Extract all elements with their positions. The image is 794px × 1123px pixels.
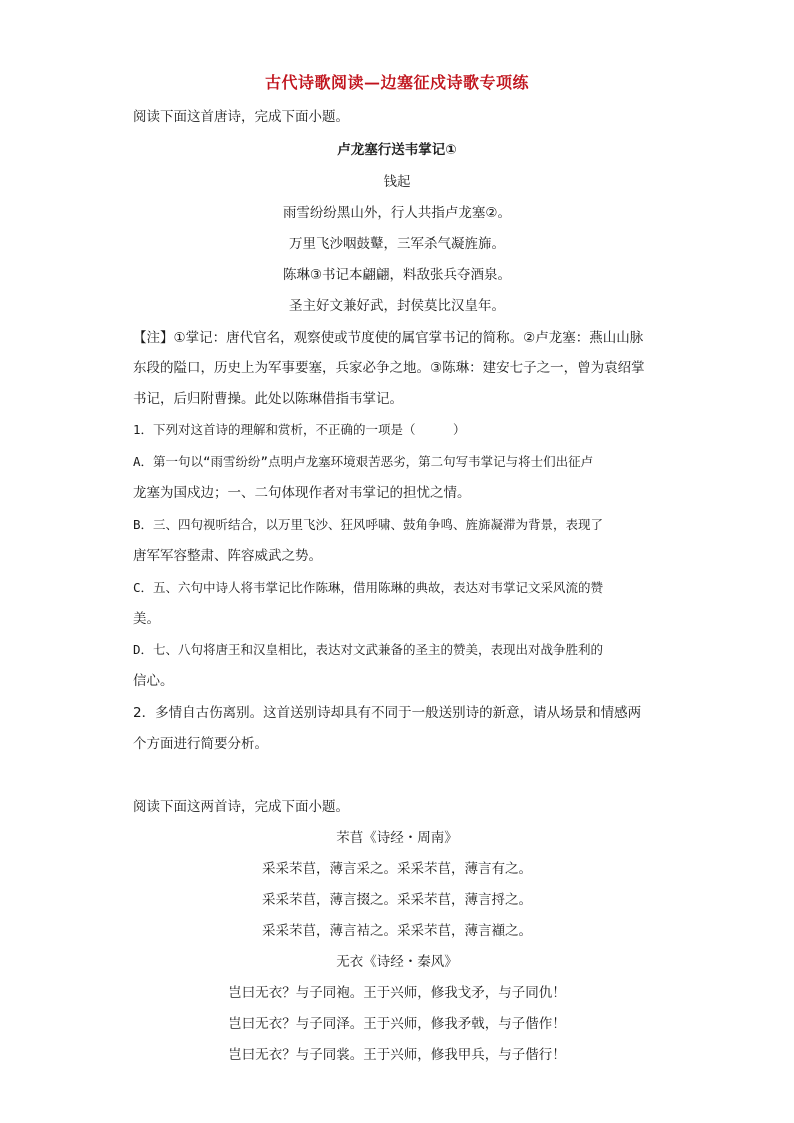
note-line: 【注】①掌记：唐代官名，观察使或节度使的属官掌书记的简称。②卢龙塞：燕山山脉 <box>133 330 644 346</box>
option-a-cont: 龙塞为国戍边；一、二句体现作者对韦掌记的担忧之情。 <box>133 485 471 501</box>
poem2-line: 岂曰无衣？与子同泽。王于兴师，修我矛戟，与子偕作！ <box>228 1016 566 1032</box>
option-c-cont: 美。 <box>133 611 160 627</box>
poem1-line: 采采芣苢，薄言采之。采采芣苢，薄言有之。 <box>262 861 532 877</box>
section2-intro: 阅读下面这两首诗，完成下面小题。 <box>133 799 349 815</box>
note-line: 书记，后归附曹操。此处以陈琳借指韦掌记。 <box>133 391 403 407</box>
option-d-cont: 信心。 <box>133 673 174 689</box>
poem-line: 圣主好文兼好武，封侯莫比汉皇年。 <box>289 298 505 314</box>
poem1-line: 采采芣苢，薄言掇之。采采芣苢，薄言捋之。 <box>262 892 532 908</box>
option-c: C．五、六句中诗人将韦掌记比作陈琳，借用陈琳的典故，表达对韦掌记文采风流的赞 <box>133 580 604 595</box>
poem1-title: 芣苢《诗经・周南》 <box>336 830 458 846</box>
option-a: A．第一句以“雨雪纷纷”点明卢龙塞环境艰苦恶劣，第二句写韦掌记与将士们出征卢 <box>133 454 594 469</box>
option-b-cont: 唐军军容整肃、阵容威武之势。 <box>133 548 322 564</box>
poem-line: 雨雪纷纷黑山外，行人共指卢龙塞②。 <box>282 205 512 221</box>
poem-title: 卢龙塞行送韦掌记① <box>337 142 457 158</box>
poem2-line: 岂曰无衣？与子同裳。王于兴师，修我甲兵，与子偕行！ <box>228 1047 566 1063</box>
option-d: D．七、八句将唐王和汉皇相比，表达对文武兼备的圣主的赞美，表现出对战争胜利的 <box>133 642 604 657</box>
poem-line: 陈琳③书记本翩翩，料敌张兵夺酒泉。 <box>282 267 512 283</box>
question-2: 2．多情自古伤离别。这首送别诗却具有不同于一般送别诗的新意，请从场景和情感两 <box>133 705 642 721</box>
poem1-line: 采采芣苢，薄言袺之。采采芣苢，薄言襭之。 <box>262 923 532 939</box>
note-line: 东段的隘口，历史上为军事要塞，兵家必争之地。③陈琳：建安七子之一，曾为袁绍掌 <box>133 360 645 376</box>
option-b: B．三、四句视听结合，以万里飞沙、狂风呼啸、鼓角争鸣、旌旆凝滞为背景，表现了 <box>133 517 604 532</box>
question-1: 1．下列对这首诗的理解和赏析，不正确的一项是（ ） <box>133 422 466 437</box>
poem2-title: 无衣《诗经・秦风》 <box>336 954 458 970</box>
section1-intro: 阅读下面这首唐诗，完成下面小题。 <box>133 109 349 125</box>
poem2-line: 岂曰无衣？与子同袍。王于兴师，修我戈矛，与子同仇！ <box>228 985 566 1001</box>
poem-author: 钱起 <box>383 174 411 190</box>
document-title: 古代诗歌阅读—边塞征戍诗歌专项练 <box>264 73 529 92</box>
question-2-cont: 个方面进行简要分析。 <box>133 736 268 752</box>
poem-line: 万里飞沙咽鼓鼙，三军杀气凝旌旆。 <box>289 236 505 252</box>
